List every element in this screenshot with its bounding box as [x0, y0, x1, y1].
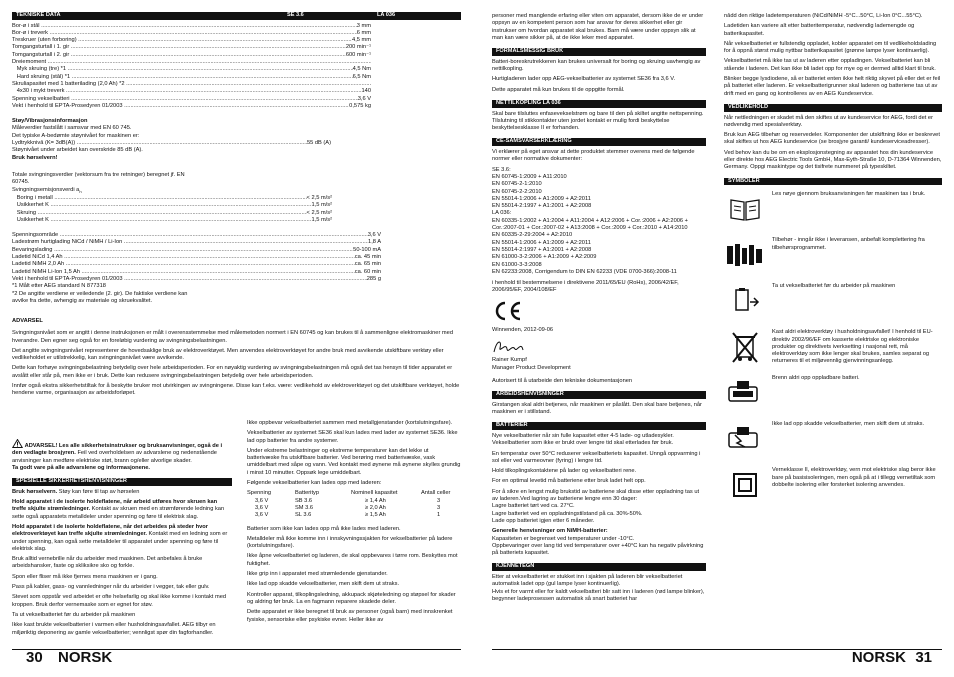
ce-mark-logo — [492, 301, 706, 324]
safety-paragraph — [12, 622, 232, 637]
battery-paragraph: For en optimal levetid må batteriene etter bruk ladet helt opp. — [492, 478, 646, 485]
symbol-text: Ta ut vekselbatteriet før du arbeider på maskinen — [772, 283, 896, 290]
charger-row-label: Ladetid NiCd 1,4 Ah ..... — [12, 254, 355, 261]
tech-row — [12, 74, 461, 81]
tech-row-value: 600 min⁻¹ — [345, 51, 371, 58]
vibration-label: Svingningsemisjonsverdi $a_h$ — [12, 186, 82, 194]
tech-row-value: 200 min⁻¹ — [345, 44, 371, 51]
tech-row-label: Skruliapasitet med 1 batterilading (2,0 Ah) *2 ..... — [12, 81, 371, 88]
table-cell: ≥ 2,0 Ah — [365, 504, 386, 511]
table-cell: ≥ 1,4 Ah — [365, 497, 386, 504]
charger-row-value: 3,6 V — [367, 232, 381, 239]
tech-row-label: Bor-ø i stål ..... — [12, 23, 357, 30]
formal-paragraph: Dette apparatet må kun brukes til de oppgitte formål. — [492, 86, 625, 93]
safety-paragraph — [12, 499, 232, 521]
table-cell: 3,6 V — [255, 512, 269, 519]
mid-lower-column — [247, 420, 461, 645]
tech-row-value — [371, 59, 461, 66]
tech-data-list — [12, 23, 461, 111]
mid-paragraph: Kontroller apparat, tilkoplingsledning, akkupack skjøteledning og støpsel for skader og aldring før bruk. La en fagmann reparere skadede deler. — [247, 591, 456, 605]
symbol-text: Brenn aldri opp oppladbare batteri. — [772, 375, 860, 382]
signer-role: Manager Product Development — [492, 364, 571, 371]
battery-table-body — [247, 498, 461, 520]
table-row — [247, 498, 461, 505]
ce-standard-line: EN 60335-1:2002 + A1:2004 + A11:2004 + A12:2006 + Cor.:2006 + A2:2006 + Cor.:2007-01 + Cor.:2007-02 + A13:2008 + Cor.:2009 + Cor.:2010 + A14:2010 — [492, 217, 688, 232]
battery-paragraph: Hold tilkoplingskontaktene på lader og vekselbatteri rene. — [492, 468, 637, 475]
language-label-left: NORSK — [58, 649, 113, 666]
ce-standard-line: EN 60745-2-2:2010 — [492, 188, 542, 195]
tech-row — [12, 52, 461, 59]
mid-paragraph: Ikke grip inn i apparatet med strømledende gjenstander. — [247, 571, 388, 578]
tech-row-label: 4x30 i mykt treverk ..... — [12, 88, 362, 95]
vibration-list — [12, 195, 332, 224]
noise-row-label: Lydtrykknivå (K= 3dB(A)) ..... — [12, 140, 307, 147]
vibration-row — [12, 195, 332, 202]
language-label-right: NORSK — [851, 649, 906, 666]
charger-row-value: 1,8 A — [368, 239, 381, 246]
mid-paragraph: Vekselbatterier av systemet SE36 skal kun lades med lader av systemet SE36. Ikke lad opp batterier fra andre systemer. — [247, 430, 458, 444]
place-date: Winnenden, 2012-09-06 — [492, 326, 554, 333]
mid-paragraph: Batterier som ikke kan lades opp må ikke lades med laderen. — [247, 525, 401, 532]
kjennetegn-header: KJENNETEGN — [492, 563, 706, 571]
mid-paragraph: Ikke åpne vekselbatteriet og laderen, de skal oppbevares i tørre rom. Beskyttes mot fuktighet. — [247, 553, 458, 567]
tech-row — [12, 96, 461, 103]
battery-paragraph: For å sikre en lengst mulig brukstid av batteriene skal disse etter oppladning tas ut av laderen.Ved lagring av batteriene lengre enn 30 dager: Lagre batteriet tørt ved ca. 27°C. Lagre batteriet ved en oppladningstilstand på ca. 30%-50%. Lade opp batteriet igjen etter 6 måneder. — [492, 488, 700, 524]
tech-row — [12, 81, 461, 88]
advarsel-title: ADVARSEL — [12, 318, 43, 324]
safety-paragraph-text: Kontakt av skruen med en strømførende ledning kan sette også apparatets metalldeler under spenning og føre til elektrisk slag. — [12, 506, 225, 520]
advarsel-paragraph: Innfør også ekstra sikkerhetstiltak for å beskytte bruker mot utvirkingen av svingningene. Disse kan f.eks. være: vedlikehold av elektroverktøyet og det utskiftbare verktøyet, holde hendene varme, organisasjon av arbeidsforløpet. — [12, 383, 460, 397]
ce-standard-line: SE 3.6: — [492, 166, 511, 173]
colb-paragraph: Ladetiden kan variere alt etter batteritemperatur, nødvendig lademengde og batterikapasitet. — [724, 23, 915, 37]
symbol-text: Les nøye gjennom bruksanvisningen før maskinen tas i bruk. — [772, 191, 926, 198]
vibration-row — [12, 217, 332, 224]
class-ii-icon — [724, 465, 766, 505]
vibration-row — [12, 210, 332, 217]
footnote-line: *2 De angitte verdiene er veiledende (2. gir). De faktiske verdiene kan — [12, 290, 188, 297]
colb-intro: nådd den riktige ladetemperaturen (NiCd/NiMH -5°C...50°C, Li-Ion 0°C...55°C). — [724, 13, 923, 19]
charger-row — [12, 261, 461, 268]
ce-standard-line: EN 61000-3-3:2008 — [492, 261, 542, 268]
charger-row — [12, 247, 461, 254]
charger-row-label: Spenningsområde ..... — [12, 232, 368, 239]
vibration-row — [12, 202, 332, 209]
charger-row-value: ca. 60 min — [354, 268, 381, 275]
symbol-row — [724, 327, 942, 367]
symbol-row — [724, 189, 942, 229]
ce-header: CE-SAMSVARSERKLÆRING — [492, 138, 706, 146]
table-header-cell: Batterityp — [295, 490, 320, 497]
tech-row-value: 4,5 mm — [352, 37, 371, 44]
advarsel-paragraph: Det angitte svingningsnivået representerer de hovedsaklige bruk av elektroverktøyet. Men anvendes elektroverktøyet for andre bruk med avvikende utskiftbare verktøy eller vedlikeholdet er utilstrekkelig, kan svingningsnivået være avvikende. — [12, 347, 444, 362]
kjennetegn-text: Etter at vekselbatteriet er stukket inn i sjakten på laderen blir vekselbatteriet automatisk ladet opp (gul lampe lyser kontinuerlig). Hvis et for varmt eller for kaldt vekselbatteri blir satt inn i laderen (rød lampe blinker), begynner ladeprosessen automatisk så snart batteriet har — [492, 574, 705, 602]
table-cell: SL 3.6 — [295, 512, 312, 519]
page-number-right: 31 — [915, 649, 932, 666]
symbol-text: Tilbehør - inngår ikke i leveransen, anbefalt komplettering fra tilbehørsprogrammet. — [772, 237, 925, 251]
mid-paragraph: Ikke lad opp skadde vekselbatterier, men skift dem ut straks. — [247, 581, 400, 588]
symbol-row — [724, 235, 942, 275]
spesielle-paragraphs — [12, 489, 232, 637]
tech-row-value: 0,575 kg — [349, 102, 371, 109]
safety-paragraph — [12, 574, 232, 581]
noise-title: Støy/Vibrasjonsinformasjon — [12, 118, 88, 125]
page-number-left: 30 — [26, 649, 43, 666]
symbol-row — [724, 373, 942, 413]
batterier-paragraphs — [492, 433, 706, 525]
safety-paragraph-bold: Bruk hørselvern. — [12, 488, 58, 495]
noise-line: Måleverdier fastslått i samsvar med EN 60 745. — [12, 125, 132, 132]
ce-standard-line: EN 55014-2:1997 + A1:2001 + A2:2008 — [492, 203, 592, 210]
battery-remove-icon — [724, 281, 766, 321]
colb-paragraph: Blinker begge lysdiodene, så er batteriet enten ikke helt riktig skyvet på eller det er feil på batteriet eller laderen. Er vekselbatterigrunner skal laderen og batteriene tas ut av drift med en gang og kontrolleres av en AEG Kundeservice. — [724, 76, 941, 97]
batterier-header: BATTERIER — [492, 422, 706, 430]
right-col-a — [492, 13, 706, 645]
vibration-row-value: < 2,5 m/s² — [306, 194, 332, 201]
ce-intro: Vi erklærer på eget ansvar at dette produktet stemmer overens med de følgende normer eller normative dokumenter: — [492, 149, 695, 163]
safety-paragraph — [12, 612, 232, 619]
tech-col-se36: SE 3.6 — [287, 12, 304, 18]
signer-name: Rainer Kumpf — [492, 357, 527, 364]
table-row — [247, 505, 461, 512]
tech-data-header — [12, 12, 461, 20]
signature — [492, 337, 706, 357]
tech-row-label: Bor-ø i treverk ..... — [12, 30, 357, 37]
arbeid-text: Girstangen skal aldri betjenes, når maskinen er påslått. Den skal bare betjenes, når maskinen er i stillstand. — [492, 401, 702, 416]
tech-row-value: 3 mm — [356, 22, 371, 29]
battery-paragraph: En temperatur over 50°C reduserer vekselbatteriets kapasitet. Unngå oppvarming i sol eller ved varmeovner (fyring) i lengre tid. — [492, 450, 701, 464]
tech-row-value: 140 — [361, 88, 371, 95]
tech-row-value: 6 mm — [356, 29, 371, 36]
nettilkopling-text: Skal bare tilsluttes enfasevekselstrøm og bare til den på skiltet angitte nettspenning. Tilslutning til stikkontakter uten jordet kontakt er mulig fordi beskyttelse beskyttelsesklasse II er forhanden. — [492, 110, 704, 132]
vibration-row-label: Usikkerhet K ..... — [12, 217, 311, 224]
symbol-text: Ikke lad opp skadde vekselbatterier, men skift dem ut straks. — [772, 421, 925, 428]
tech-row-label: Myk skruing (tre) *1 ..... — [12, 66, 353, 73]
tech-row-value — [371, 81, 461, 88]
charger-row-label: Bevaringslading ..... — [12, 247, 353, 254]
safety-paragraph — [12, 489, 232, 496]
ce-standards-list — [492, 167, 706, 276]
ce-standard-line: EN 55014-2:1997 + A1:2001 + A2:2008 — [492, 246, 592, 253]
symbol-row — [724, 419, 942, 459]
safety-paragraph-text: Ikke kast brukte vekselbatterier i varmen eller husholdningsavfallet. AEG tilbyr en miljøriktig deponering av gamle vekselbatterier; vennligst spør din fagforhandler. — [12, 622, 216, 636]
vibration-intro — [12, 172, 461, 187]
authorization-note: Autorisert til å utarbeide den tekniske dokumentasjonen — [492, 377, 633, 384]
tech-row — [12, 88, 461, 95]
tech-row — [12, 44, 461, 51]
warning-bold: ADVARSEL! Les alle sikkerhetsinstrukser og bruksanvisninger, også de i den vedlagte brosjyren. — [12, 443, 223, 457]
vibration-row-value: 1,5 m/s² — [311, 202, 332, 209]
tech-row-label: Tomgangsturtall i 2. gir ..... — [12, 52, 346, 59]
mid-paragraphs-2 — [247, 526, 461, 624]
tech-row-value: 4,5 Nm — [352, 66, 371, 73]
vedlikehold-paragraphs — [724, 115, 942, 172]
ce-standard-line: EN 55014-1:2006 + A1:2009 + A2:2011 — [492, 195, 591, 202]
left-tech-column — [12, 12, 461, 342]
symboler-header: SYMBOLER — [724, 178, 942, 186]
formal-paragraphs — [492, 59, 706, 94]
table-cell: 3,6 V — [255, 497, 269, 504]
footnote-line: avvike fra dette, avhengig av materiale og skruekvalitet. — [12, 297, 153, 304]
tech-row-label: Hard skruing (stål) *1 ..... — [12, 74, 353, 81]
tech-row-value: 6,5 Nm — [352, 73, 371, 80]
nettilkopling-header: NETTILKOPLING LA 036 — [492, 100, 706, 108]
table-header-cell: Nominell kapasitet — [351, 490, 398, 497]
vibration-row-label: Skruing ..... — [12, 210, 307, 217]
charger-row — [12, 269, 461, 276]
battery-table-header — [247, 490, 461, 497]
safety-paragraph-bold: Hold apparatet i de isolerte holdeflatene, når arbeid utføres hvor skruen kan treffe skjulte strømledninger. — [12, 499, 218, 513]
warning-triangle-icon — [12, 439, 23, 448]
table-cell: 1 — [437, 512, 441, 519]
charger-row-label: Ladetid NiMH Li-Ion 1,5 Ah ..... — [12, 269, 355, 276]
noise-row-value: 55 dB (A) — [306, 140, 331, 147]
safety-paragraph-text: Spon eller fliser må ikke fjernes mens maskinen er i gang. — [12, 573, 158, 580]
charger-row — [12, 232, 461, 239]
ce-standard-line: EN 60335-2-29:2004 + A2:2010 — [492, 232, 573, 239]
colb-paragraph: Når vekselbatteriet er fullstendig oppladet, kobler apparatet om til vedlikeholdslading for å oppnå størst mulig nyttbar batterikapasitet (grønne lampe lyser kontinuerlig). — [724, 40, 937, 55]
left-footer — [12, 649, 461, 666]
noise-lines — [12, 125, 461, 140]
safety-paragraph-bold: Hold apparatet i de isolerte holdeflatene, når det arbeides på steder hvor elektroverktøyet kan treffe skjulte strømledninger. — [12, 523, 208, 538]
manual-icon — [724, 189, 766, 229]
vibration-row-label: Usikkerhet K ..... — [12, 202, 311, 209]
warning-block — [12, 439, 232, 472]
mid-paragraph: Dette apparatet er ikke beregnet til bruk av personer (også barn) med innskrenket fysiske, sensoriske eller psykiske evner. Heller ikke av — [247, 609, 453, 623]
battery-charge-icon — [724, 373, 766, 413]
mid-paragraph: Ikke oppbevar vekselbatteriet sammen med metallgjenstander (kortslutningsfare). — [247, 420, 453, 426]
battery-table — [247, 490, 461, 519]
charger-list — [12, 232, 461, 283]
battery-paragraph: Nye vekselbatterier når sin fulle kapasitet etter 4-5 lade- og utladesykler. Vekselbatterier som ikke er brukt over lengre tid skal etterlades før bruk. — [492, 432, 674, 447]
safety-paragraph-text: Pass på kabler, gass- og vannledninger når du arbeider i vegger, tak eller gulv. — [12, 584, 210, 591]
charger-row-value: 285 g — [366, 275, 381, 282]
mid-paragraph: Følgende vekselbatterier kan lades opp med laderen: — [247, 480, 382, 487]
table-header-cell: Spenning — [247, 490, 272, 497]
safety-paragraph — [12, 594, 232, 609]
charger-row-label: Ladestrøm hurtiglading NiCd / NiMH / Li-Ion ..... — [12, 239, 368, 246]
tech-row-label: Dreiemoment ..... — [12, 59, 371, 66]
tech-data-title: TEKNISKE DATA — [16, 12, 61, 18]
ce-standard-line: EN 60745-2-1:2010 — [492, 181, 542, 188]
symbol-row — [724, 465, 942, 505]
tech-row — [12, 103, 461, 110]
symbol-text: Kast aldri elektroverktøy i husholdningsavfallet! I henhold til EU-direktiv 2002/96/EF om kasserte elektriske og elektroniske produkter og direktivets iverksetting i nasjonal rett, må elektroverktøy som ikke lenger skal brukes, samles separat og returneres til et miljøvennlig gjenvinningsanlegg. — [772, 329, 933, 365]
tech-row — [12, 23, 461, 30]
noise-after: Støynivået under arbeidet kan overskride 85 dB (A). — [12, 147, 143, 154]
vibration-intro-line: 60745. — [12, 179, 30, 186]
symbol-text: Verneklasse II, elektroverktøy, vern mot elektriske slag beror ikke bare på basisisoleringen, men også på at i tillegg vernetiltak som dobbelte isolering eller forsterket isolering anvendes. — [772, 467, 936, 488]
vibration-row-value: < 2,5 m/s² — [306, 209, 332, 216]
right-col-b — [724, 13, 942, 645]
vedlikehold-paragraph: Ved behov kan du be om en eksplosjonstegning av apparatet hos din kundeservice eller direkte hos AEG Electric Tools GmbH, Max-Eyth-Straße 10, D-71364 Winnenden, Germany. Oppgi maskintype og det tisifrete nummeret på typeskiltet. — [724, 149, 942, 171]
damaged-battery-icon — [724, 419, 766, 459]
noise-warning: Bruk hørselvern! — [12, 154, 58, 161]
charger-row-value: 50-100 mA — [353, 246, 381, 253]
table-cell: 3,6 V — [255, 504, 269, 511]
ce-directives: i henhold til bestemmelsene i direktivene 2011/65/EU (RoHs), 2006/42/EF, 2006/95/EF, 2004/108/EF — [492, 280, 679, 294]
noise-line: Det typiske A-bedømte støynivået for maskinen er: — [12, 132, 140, 139]
mid-paragraph: Under ekstreme belastninger og ekstreme temperaturer kan det lekke ut batterivæske fra utskiftbare batterier. Ved berøring med batterivæske, vask umiddelbart med såpe og vann. Ved kontakt med øynene må øynene skylles grundig i minst 10 minutter. Oppsøk lege umiddelbart. — [247, 447, 461, 476]
vibration-row-value: 1,5 m/s² — [311, 216, 332, 223]
colb-paragraph: Vekselbatteriet må ikke tas ut av laderen etter oppladingen. Vekselbatteriet kan bli stående i laderen. Det kan ikke bli ladet opp for mye og er dermed alltid klart til bruk. — [724, 58, 936, 72]
tech-row-label: Treskruer (uten forboring) ..... — [12, 37, 352, 44]
tech-col-la036: LA 036 — [377, 12, 396, 18]
advarsel-paragraph: Dette kan forhøye svingningsbelastning betydelig over hele arbeidsperioden. For en nøyaktig vurdering av svingningsbelastningen må også det tas hensyn til tider apparatet er avslått eller står på, men ikke er i bruk. Dette kan redusere svingningsbelastningen betydelig over hele arbeidsperioden. — [12, 365, 453, 379]
vedlikehold-paragraph: Når nettledningen er skadet må den skiftes ut av kundeservice for AEG, fordi det er nødvendig med spesialverktøy. — [724, 114, 933, 128]
weee-bin-icon — [724, 327, 766, 367]
ce-standard-line: EN 62233:2008, Corrigendum to DIN EN 62233 (VDE 0700-366):2008-11 — [492, 268, 677, 275]
charger-row-label: Vekt i henhold til EPTA-Prosedyren 01/2003 ..... — [12, 276, 367, 283]
spesielle-header: SPESIELLE SIKKERHETSHENVISNINGER — [12, 478, 232, 486]
charger-row — [12, 254, 461, 261]
nimh-title: Generelle henvisninger om NiMH-batterier: — [492, 528, 608, 535]
ce-standard-line: LA 036: — [492, 210, 512, 217]
arbeid-header: ARBEIDSHENVISNINGER — [492, 391, 706, 399]
tech-row-label: Spenning vekselbatteri ..... — [12, 96, 358, 103]
table-cell: 3 — [437, 497, 441, 504]
tech-row-label: Vekt i henhold til EPTA-Prosedyren 01/2003 ..... — [12, 103, 349, 110]
vibration-intro-line: Totale svingningsverdier (vektorsum fra tre retninger) beregnet jf. EN — [12, 171, 185, 178]
table-cell: SB 3.6 — [295, 497, 313, 504]
safety-paragraph-text: Kontakt med en ledning som er under spenning, kan også sette metalldeler til apparatet under spenning og føre til elektrisk slag. — [12, 531, 228, 552]
advarsel-section — [12, 318, 461, 401]
table-cell: ≥ 1,5 Ah — [365, 512, 386, 519]
table-row — [247, 512, 461, 519]
vedlikehold-header: VEDLIKEHOLD — [724, 104, 942, 112]
table-header-cell: Antall celler — [421, 490, 451, 497]
charger-row-label: Ladetid NiMH 2,0 Ah ..... — [12, 261, 355, 268]
tech-row — [12, 30, 461, 37]
ce-standard-line: EN 60745-1:2009 + A11:2010 — [492, 173, 567, 180]
formal-paragraph: Batteri-boreskrutrekkeren kan brukes universalt for boring og skruing uavhengig av nettilkopling. — [492, 58, 701, 73]
mid-paragraphs — [247, 420, 461, 487]
tech-row — [12, 66, 461, 73]
safety-paragraph-text: Bruk alltid vernebrille når du arbeider med maskinen. Det anbefales å bruke arbeidshansker, faste og skliksikre sko og forkle. — [12, 556, 203, 570]
accessories-icon — [724, 235, 766, 275]
safety-paragraph — [12, 556, 232, 571]
safety-paragraph-text: Støy kan føre til tap av hørselen — [57, 488, 140, 495]
symbol-row — [724, 281, 942, 321]
warning-rest: Feil ved overholdelsen av advarslene og nedenstående anvisninger kan medføre elektriske støt, brann og/eller alvorlige skader. — [12, 450, 217, 464]
warning-keep: Ta godt vare på alle advarslene og informasjonene. — [12, 464, 151, 471]
safety-paragraph — [12, 524, 232, 553]
formal-paragraph: Hurtigladeren lader opp AEG-vekselbatterier av systemet SE36 fra 3,6 V. — [492, 76, 676, 83]
ce-standard-line: EN 55014-1:2006 + A1:2009 + A2:2011 — [492, 239, 591, 246]
symbols-list — [724, 189, 942, 505]
charger-row-value: ca. 65 min — [354, 261, 381, 268]
vibration-row-label: Boring i metall ..... — [12, 195, 307, 202]
charger-row-value: ca. 45 min — [354, 254, 381, 261]
footnotes — [12, 283, 461, 305]
footnote-line: *1 Målt etter AEG standard N 877318 — [12, 283, 106, 290]
safety-paragraph-text: Ta ut vekselbatteriet før du arbeider på maskinen — [12, 611, 136, 618]
colb-paragraphs — [724, 23, 942, 98]
formal-header: FORMÅLSMESSIG BRUK — [492, 48, 706, 56]
table-cell: 3 — [437, 504, 441, 511]
ce-standard-line: EN 61000-3-2:2006 + A1:2009 + A2:2009 — [492, 254, 597, 261]
tech-row-label: Tomgangsturtall i 1. gir ..... — [12, 44, 346, 51]
safety-paragraph — [12, 584, 232, 591]
tech-row — [12, 37, 461, 44]
vedlikehold-paragraph: Bruk kun AEG tilbehør og reservedeler. Komponenter der utskiftning ikke er beskrevet skal skiftes ut hos AEG kundeservice (se brosjyre garanti/ kundeserviceadresser). — [724, 132, 940, 146]
left-lower-column — [12, 439, 232, 644]
right-intro: personer med manglende erfaring eller viten om apparatet, dersom ikke de er under oppsyn av en kompetent person som har ansvar for deres sikkerhet eller gir instrukser om hvordan apparatet skal brukes. Barn må være under oppsyn slik at man kan være sikker på, at de ikke leker med apparatet. — [492, 13, 704, 41]
mid-paragraph: Metalldeler må ikke komme inn i innskyvningssjakten for vekselbatterier på ladere (kortslutningsfare). — [247, 535, 453, 550]
charger-row — [12, 239, 461, 246]
advarsel-paragraph: Svingningsnivået som er angitt i denne instruksjonen er målt i overensstemmelse med målemetoden normert i EN 60745 og kan brukes til å sammenligne elektromaskiner med hverandre. Den egner seg også for en foreløbig vurdering av svingningsbelastningen. — [12, 330, 453, 344]
nimh-text: Kapasiteten er begrenset ved temperaturer under -10°C. Oppbevaringer over lang tid ved temperaturer over +40°C kan ha negativ påvirkning på batteriets kapasitet. — [492, 535, 704, 557]
table-cell: SM 3.6 — [295, 504, 314, 511]
advarsel-paragraphs — [12, 330, 461, 397]
tech-row — [12, 59, 461, 66]
tech-row-value: 3,6 V — [357, 95, 371, 102]
safety-paragraph-text: Stevet som oppstår ved arbeidet er ofte helsefarlig og skal ikke komme i kontakt med kroppen. Bruk derfor vernemaske som er egnet for støv. — [12, 594, 227, 608]
right-footer — [492, 649, 942, 666]
